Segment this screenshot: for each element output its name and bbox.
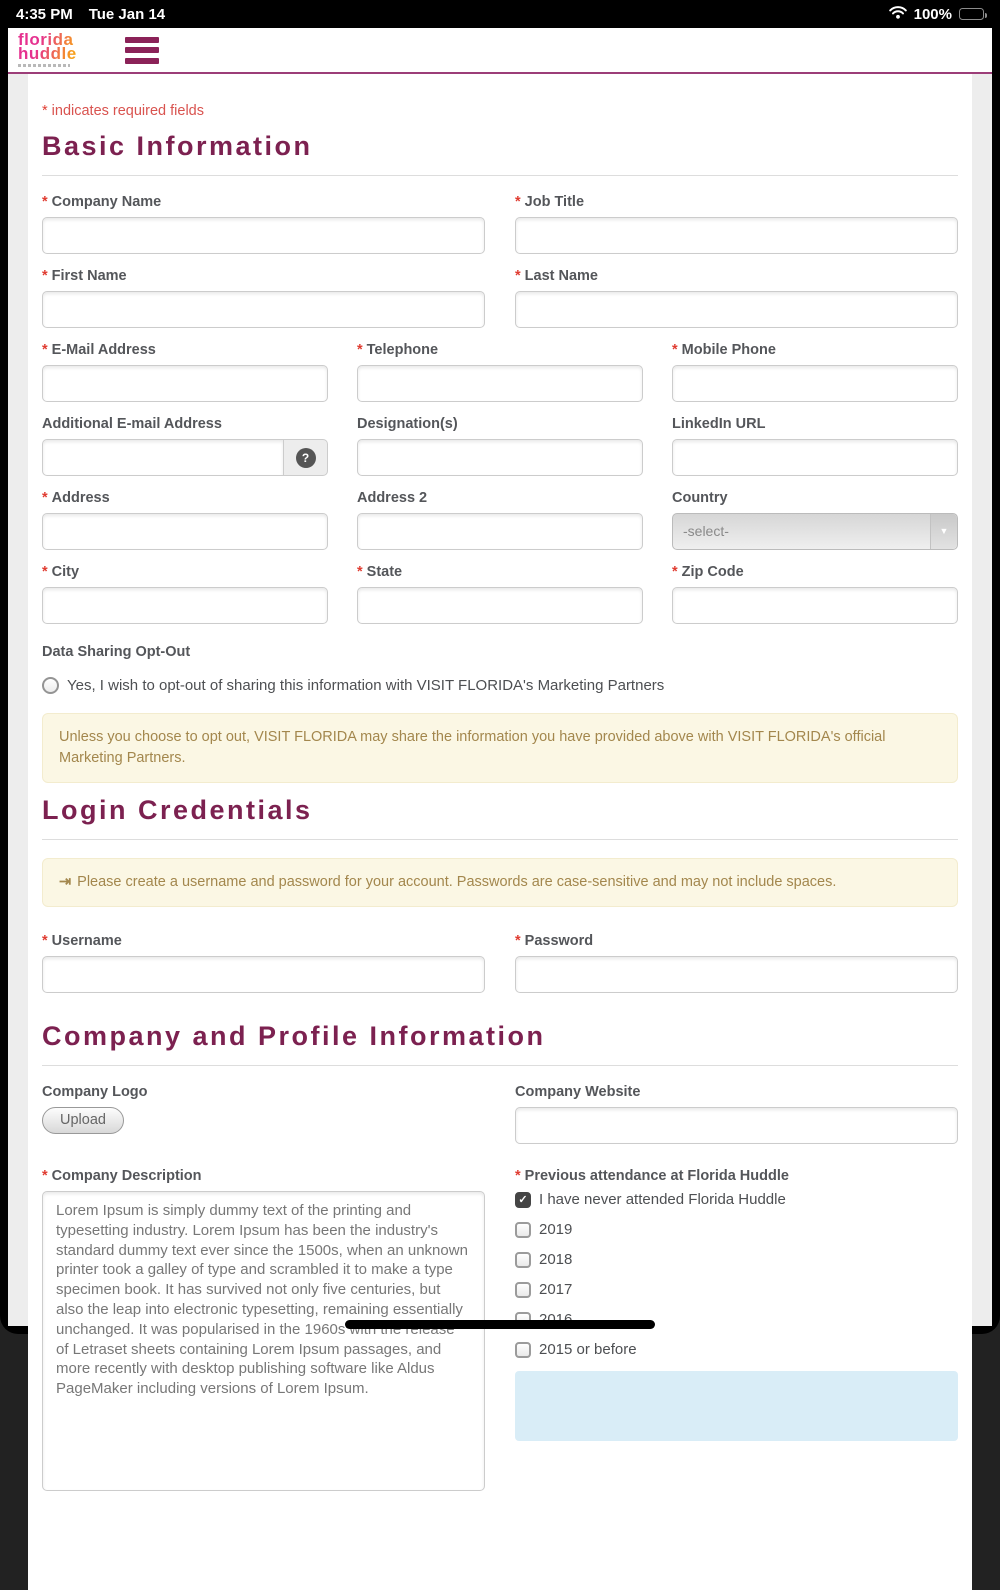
field-additional-email (42, 416, 328, 476)
linkedin-url-label: LinkedIn URL (672, 416, 766, 432)
attendance-option-2019[interactable] (515, 1221, 958, 1238)
required-asterisk: * (42, 564, 48, 580)
basic-information-heading: Basic Information (42, 131, 958, 176)
previous-attendance-label: * Previous attendance at Florida Huddle (515, 1168, 789, 1185)
email-input[interactable] (42, 365, 328, 402)
company-name-input[interactable] (42, 217, 485, 254)
status-date: Tue Jan 14 (88, 5, 166, 23)
field-city (42, 564, 328, 624)
upload-button[interactable]: Upload (42, 1107, 124, 1134)
address-label: * Address (42, 490, 110, 506)
company-description-textarea[interactable] (42, 1191, 485, 1491)
logo-line1: florida (18, 30, 74, 50)
chevron-down-icon: ▼ (930, 514, 957, 549)
field-previous-attendance (515, 1168, 958, 1496)
address2-label: Address 2 (357, 490, 428, 506)
field-username (42, 933, 485, 993)
login-credentials-heading: Login Credentials (42, 795, 958, 840)
country-select[interactable] (672, 513, 958, 550)
attendance-option-label: 2017 (539, 1281, 573, 1299)
field-address2 (357, 490, 643, 550)
field-state (357, 564, 643, 624)
field-password (515, 933, 958, 993)
username-input[interactable] (42, 956, 485, 993)
job-title-label: * Job Title (515, 194, 585, 210)
attendance-option-2017[interactable] (515, 1281, 958, 1298)
telephone-input[interactable] (357, 365, 643, 402)
required-fields-note: * indicates required fields (42, 103, 204, 119)
required-asterisk: * (42, 268, 48, 284)
field-company-website (515, 1084, 958, 1144)
last-name-input[interactable] (515, 291, 958, 328)
field-country (672, 490, 958, 550)
last-name-label: * Last Name (515, 268, 598, 284)
field-linkedin-url (672, 416, 958, 476)
logo-tagline (18, 64, 70, 67)
company-website-input[interactable] (515, 1107, 958, 1144)
checkbox-checked[interactable] (515, 1192, 531, 1208)
linkedin-url-input[interactable] (672, 439, 958, 476)
battery-percent: 100% (913, 5, 952, 23)
city-input[interactable] (42, 587, 328, 624)
menu-icon[interactable] (125, 37, 159, 64)
additional-email-label: Additional E-mail Address (42, 416, 222, 432)
page-background (8, 74, 992, 1372)
optout-radio-button[interactable] (42, 677, 59, 694)
checkbox-unchecked[interactable] (515, 1252, 531, 1268)
required-asterisk: * (42, 490, 48, 506)
required-asterisk: * (515, 194, 521, 210)
state-input[interactable] (357, 587, 643, 624)
site-header (8, 28, 992, 74)
required-asterisk: * (357, 564, 363, 580)
field-address (42, 490, 328, 550)
designations-input[interactable] (357, 439, 643, 476)
attendance-option-label: 2019 (539, 1221, 573, 1239)
company-description-label: * Company Description (42, 1168, 202, 1185)
home-indicator[interactable] (345, 1320, 655, 1329)
company-name-label: * Company Name (42, 194, 162, 210)
zip-code-input[interactable] (672, 587, 958, 624)
form-container (28, 74, 972, 1590)
required-asterisk: * (42, 1168, 48, 1185)
data-sharing-warning-note: Unless you choose to opt out, VISIT FLORIDA may share the information you have provided above with VISIT FLORIDA's official Marketing Partners. (42, 713, 958, 783)
required-asterisk: * (515, 268, 521, 284)
field-last-name (515, 268, 958, 328)
required-asterisk: * (42, 194, 48, 210)
username-label: * Username (42, 933, 122, 950)
country-select-value: -select- (683, 523, 729, 539)
logo-line2: huddle (18, 44, 77, 63)
optout-radio-label: Yes, I wish to opt-out of sharing this information with VISIT FLORIDA's Marketing Partners (67, 677, 665, 694)
data-sharing-heading: Data Sharing Opt-Out (42, 644, 191, 660)
login-credentials-note: ⇥ Please create a username and password for your account. Passwords are case-sensitive and may not include spaces. (42, 858, 958, 907)
field-zip-code (672, 564, 958, 624)
field-company-description (42, 1168, 485, 1496)
first-name-input[interactable] (42, 291, 485, 328)
company-profile-heading: Company and Profile Information (42, 1021, 958, 1066)
address2-input[interactable] (357, 513, 643, 550)
telephone-label: * Telephone (357, 342, 439, 358)
state-label: * State (357, 564, 403, 580)
info-box-partial (515, 1371, 958, 1441)
attendance-option-2018[interactable] (515, 1251, 958, 1268)
required-asterisk: * (357, 342, 363, 358)
field-company-logo (42, 1084, 485, 1144)
mobile-phone-input[interactable] (672, 365, 958, 402)
additional-email-input[interactable] (42, 439, 284, 476)
designations-label: Designation(s) (357, 416, 458, 432)
checkbox-unchecked[interactable] (515, 1342, 531, 1358)
optout-radio-row[interactable] (42, 677, 958, 694)
wifi-icon (889, 6, 907, 23)
field-job-title (515, 194, 958, 254)
screen (8, 28, 992, 1359)
florida-huddle-logo[interactable] (18, 30, 77, 67)
required-asterisk: * (515, 1168, 521, 1185)
first-name-label: * First Name (42, 268, 127, 284)
address-input[interactable] (42, 513, 328, 550)
attendance-option-label: 2018 (539, 1251, 573, 1269)
field-first-name (42, 268, 485, 328)
required-asterisk: * (42, 933, 48, 950)
check-icon: ✓ (518, 1194, 528, 1207)
attendance-option-label: 2015 or before (539, 1341, 637, 1359)
field-mobile-phone (672, 342, 958, 402)
field-company-name (42, 194, 485, 254)
country-label: Country (672, 490, 728, 506)
attendance-option-2015-or-before[interactable] (515, 1341, 958, 1358)
company-website-label: Company Website (515, 1084, 641, 1101)
status-bar (0, 0, 1000, 28)
sign-in-icon: ⇥ (59, 874, 72, 891)
password-label: * Password (515, 933, 594, 950)
field-telephone (357, 342, 643, 402)
battery-icon (959, 8, 984, 20)
field-designations (357, 416, 643, 476)
attendance-option-never[interactable] (515, 1191, 958, 1208)
required-asterisk: * (42, 342, 48, 358)
checkbox-unchecked[interactable] (515, 1282, 531, 1298)
required-asterisk: * (515, 933, 521, 950)
company-logo-label: Company Logo (42, 1084, 148, 1101)
email-label: * E-Mail Address (42, 342, 156, 358)
required-asterisk: * (672, 342, 678, 358)
field-email (42, 342, 328, 402)
help-icon: ? (296, 448, 316, 468)
zip-code-label: * Zip Code (672, 564, 744, 580)
status-time: 4:35 PM (16, 5, 73, 23)
job-title-input[interactable] (515, 217, 958, 254)
required-asterisk: * (672, 564, 678, 580)
mobile-phone-label: * Mobile Phone (672, 342, 776, 358)
checkbox-unchecked[interactable] (515, 1222, 531, 1238)
password-input[interactable] (515, 956, 958, 993)
required-asterisk: * (42, 103, 48, 119)
city-label: * City (42, 564, 80, 580)
additional-email-help-button[interactable] (284, 439, 328, 476)
attendance-option-label: I have never attended Florida Huddle (539, 1191, 786, 1209)
